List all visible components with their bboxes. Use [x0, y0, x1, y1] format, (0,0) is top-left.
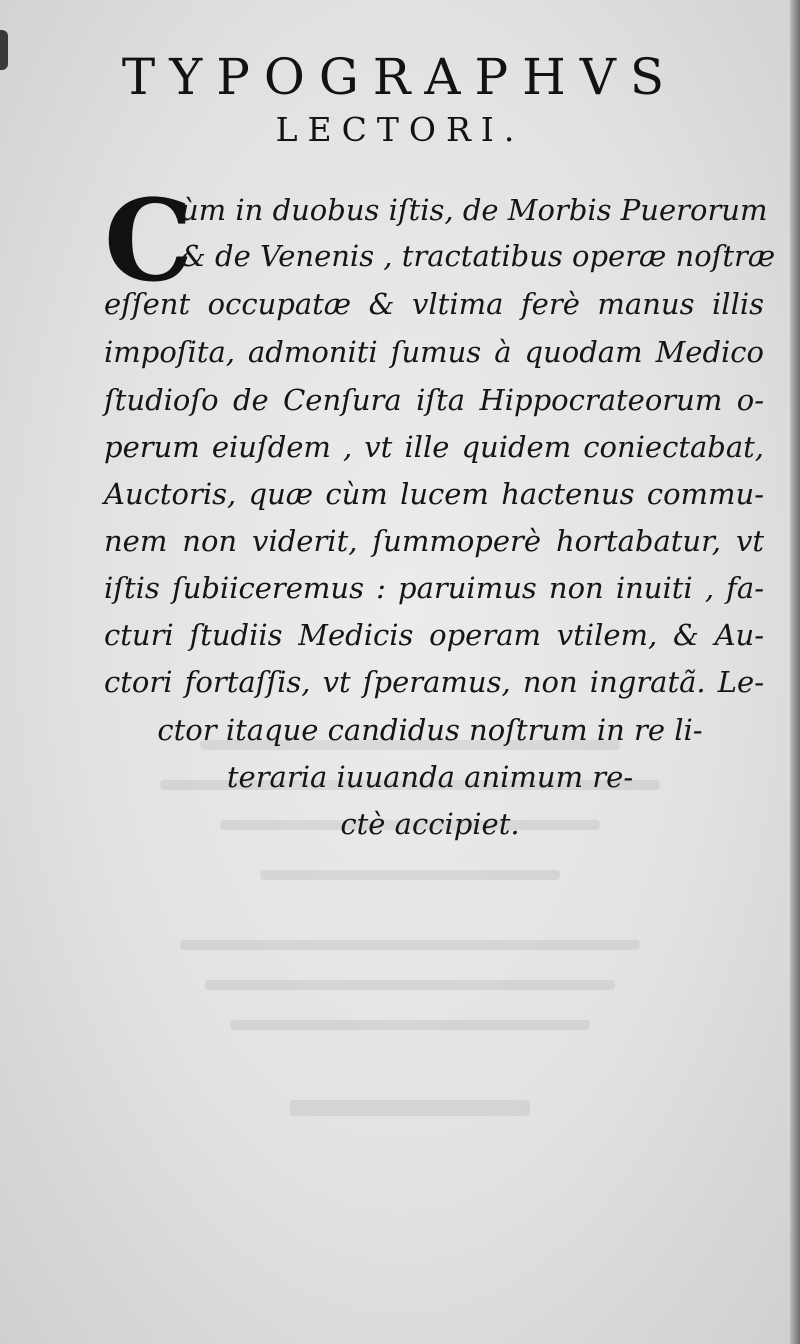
text-line: eſſent occupatæ & vltima ferè manus illis: [104, 287, 764, 321]
text-line: teraria iuuanda animum re-: [226, 760, 634, 794]
text-line: ctori fortaſſis, vt ſperamus, non ingratã. Le-: [104, 665, 764, 699]
text-line: nem non viderit, ſummoperè hortabatur, vt: [104, 524, 764, 558]
text-line: & de Venenis , tractatibus operæ noſtræ: [180, 239, 776, 273]
text-line: impoſita, admoniti ſumus à quodam Medico: [104, 335, 764, 369]
text-line: ctor itaque candidus noſtrum in re li-: [157, 713, 703, 747]
text-line: Auctoris, quæ cùm lucem hactenus commu-: [104, 477, 764, 511]
page-edge-shadow: [790, 0, 800, 1344]
text-line: ſtudioſo de Cenſura iſta Hippocrateorum o-: [104, 383, 764, 417]
text-line: ùm in duobus iſtis, de Morbis Puerorum: [180, 193, 768, 227]
drop-cap: C: [104, 176, 194, 307]
text-line: perum eiuſdem , vt ille quidem coniectabat,: [104, 430, 764, 464]
page-title: TYPOGRAPHVS: [121, 48, 679, 106]
text-line: cturi ſtudiis Medicis operam vtilem, & Au-: [104, 618, 764, 652]
page-subtitle: LECTORI.: [275, 110, 525, 149]
text-line: ctè accipiet.: [340, 807, 520, 841]
text-line: iſtis ſubiiceremus : paruimus non inuiti , fa-: [104, 571, 764, 605]
